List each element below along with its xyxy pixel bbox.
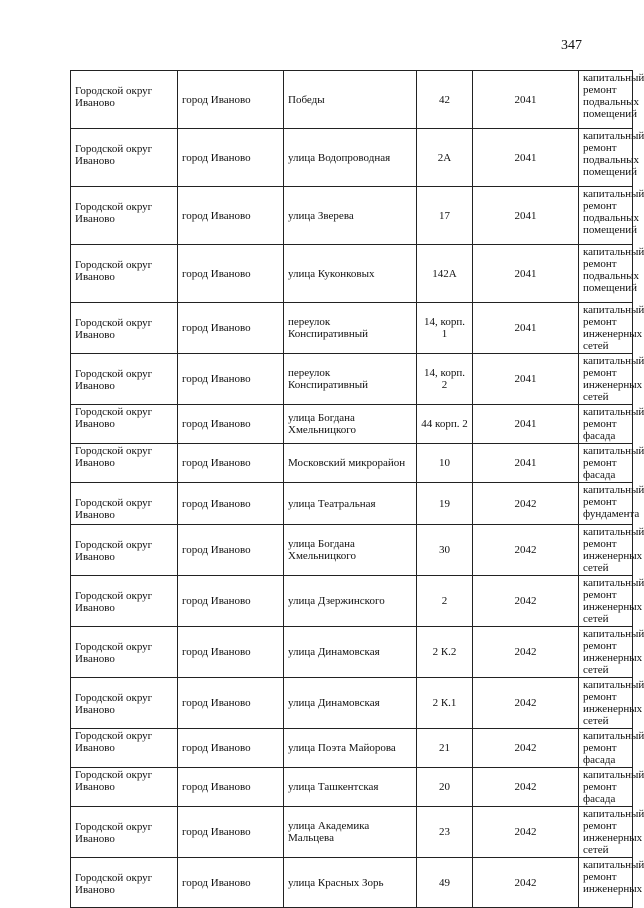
district-cell: Городской округ Иваново — [71, 303, 178, 354]
year-cell: 2041 — [473, 129, 579, 187]
repair-schedule-table — [70, 70, 644, 908]
city-cell: город Иваново — [178, 525, 284, 576]
table-row — [71, 729, 633, 768]
work-type-cell: капитальный ремонт инженерных сетей — [579, 303, 633, 354]
house-number-cell: 10 — [417, 444, 473, 483]
district-cell: Городской округ Иваново — [71, 768, 178, 807]
district-cell: Городской округ Иваново — [71, 678, 178, 729]
work-type-cell: капитальный ремонт подвальных помещений — [579, 245, 633, 303]
house-number-cell: 49 — [417, 858, 473, 908]
table-row — [71, 627, 633, 678]
street-cell: Победы — [284, 71, 417, 129]
district-cell: Городской округ Иваново — [71, 858, 178, 908]
district-cell: Городской округ Иваново — [71, 576, 178, 627]
work-type-cell: капитальный ремонт подвальных помещений — [579, 129, 633, 187]
city-cell: город Иваново — [178, 483, 284, 525]
city-cell: город Иваново — [178, 768, 284, 807]
work-type-cell: капитальный ремонт инженерных сетей — [579, 525, 633, 576]
page-number: 347 — [561, 38, 582, 53]
work-type-cell: капитальный ремонт инженерных сетей — [579, 807, 633, 858]
work-type-cell: капитальный ремонт фасада — [579, 405, 633, 444]
district-cell: Городской округ Иваново — [71, 129, 178, 187]
year-cell: 2042 — [473, 483, 579, 525]
work-type-cell: капитальный ремонт фундамента — [579, 483, 633, 525]
street-cell: улица Дзержинского — [284, 576, 417, 627]
house-number-cell: 19 — [417, 483, 473, 525]
street-cell: улица Поэта Майорова — [284, 729, 417, 768]
district-cell: Городской округ Иваново — [71, 71, 178, 129]
work-type-cell: капитальный ремонт фасада — [579, 729, 633, 768]
city-cell: город Иваново — [178, 129, 284, 187]
work-type-cell: капитальный ремонт инженерных сетей — [579, 576, 633, 627]
table-row — [71, 129, 633, 187]
house-number-cell: 20 — [417, 768, 473, 807]
city-cell: город Иваново — [178, 245, 284, 303]
city-cell: город Иваново — [178, 187, 284, 245]
street-cell: улица Театральная — [284, 483, 417, 525]
work-type-cell: капитальный ремонт фасада — [579, 768, 633, 807]
year-cell: 2042 — [473, 576, 579, 627]
house-number-cell: 14, корп. 2 — [417, 354, 473, 405]
city-cell: город Иваново — [178, 71, 284, 129]
table-row — [71, 678, 633, 729]
work-type-cell: капитальный ремонт инженерных — [579, 858, 633, 908]
district-cell: Городской округ Иваново — [71, 245, 178, 303]
district-cell: Городской округ Иваново — [71, 483, 178, 525]
street-cell: улица Динамовская — [284, 627, 417, 678]
street-cell: улица Красных Зорь — [284, 858, 417, 908]
house-number-cell: 2 — [417, 576, 473, 627]
table-row — [71, 303, 633, 354]
street-cell: улица Водопроводная — [284, 129, 417, 187]
city-cell: город Иваново — [178, 678, 284, 729]
house-number-cell: 17 — [417, 187, 473, 245]
city-cell: город Иваново — [178, 405, 284, 444]
year-cell: 2042 — [473, 858, 579, 908]
year-cell: 2042 — [473, 768, 579, 807]
year-cell: 2042 — [473, 729, 579, 768]
city-cell: город Иваново — [178, 444, 284, 483]
street-cell: улица Богдана Хмельницкого — [284, 405, 417, 444]
city-cell: город Иваново — [178, 576, 284, 627]
city-cell: город Иваново — [178, 807, 284, 858]
house-number-cell: 2 К.2 — [417, 627, 473, 678]
street-cell: Московский микрорайон — [284, 444, 417, 483]
work-type-cell: капитальный ремонт инженерных сетей — [579, 627, 633, 678]
house-number-cell: 42 — [417, 71, 473, 129]
street-cell: улица Динамовская — [284, 678, 417, 729]
year-cell: 2042 — [473, 627, 579, 678]
table-row — [71, 444, 633, 483]
year-cell: 2042 — [473, 807, 579, 858]
year-cell: 2041 — [473, 71, 579, 129]
district-cell: Городской округ Иваново — [71, 525, 178, 576]
district-cell: Городской округ Иваново — [71, 187, 178, 245]
street-cell: улица Академика Мальцева — [284, 807, 417, 858]
year-cell: 2041 — [473, 187, 579, 245]
table-row — [71, 858, 633, 908]
street-cell: улица Куконковых — [284, 245, 417, 303]
table-body — [71, 71, 644, 908]
table-row — [71, 483, 633, 525]
house-number-cell: 21 — [417, 729, 473, 768]
table-row — [71, 405, 633, 444]
house-number-cell: 142А — [417, 245, 473, 303]
table-row — [71, 187, 633, 245]
work-type-cell: капитальный ремонт подвальных помещений — [579, 187, 633, 245]
house-number-cell: 30 — [417, 525, 473, 576]
city-cell: город Иваново — [178, 858, 284, 908]
city-cell: город Иваново — [178, 303, 284, 354]
year-cell: 2041 — [473, 354, 579, 405]
district-cell: Городской округ Иваново — [71, 807, 178, 858]
street-cell: улица Зверева — [284, 187, 417, 245]
house-number-cell: 2А — [417, 129, 473, 187]
year-cell: 2041 — [473, 303, 579, 354]
table-row — [71, 525, 633, 576]
house-number-cell: 44 корп. 2 — [417, 405, 473, 444]
table-row — [71, 71, 633, 129]
table-row — [71, 245, 633, 303]
house-number-cell: 14, корп. 1 — [417, 303, 473, 354]
year-cell: 2041 — [473, 245, 579, 303]
street-cell: улица Ташкентская — [284, 768, 417, 807]
work-type-cell: капитальный ремонт инженерных сетей — [579, 354, 633, 405]
year-cell: 2042 — [473, 678, 579, 729]
city-cell: город Иваново — [178, 729, 284, 768]
city-cell: город Иваново — [178, 354, 284, 405]
work-type-cell: капитальный ремонт фасада — [579, 444, 633, 483]
district-cell: Городской округ Иваново — [71, 405, 178, 444]
year-cell: 2041 — [473, 444, 579, 483]
table-row — [71, 354, 633, 405]
repair-schedule-table-wrap — [70, 70, 644, 908]
street-cell: улица Богдана Хмельницкого — [284, 525, 417, 576]
house-number-cell: 2 К.1 — [417, 678, 473, 729]
street-cell: переулок Конспиративный — [284, 354, 417, 405]
district-cell: Городской округ Иваново — [71, 444, 178, 483]
table-row — [71, 807, 633, 858]
table-row — [71, 576, 633, 627]
table-row — [71, 768, 633, 807]
city-cell: город Иваново — [178, 627, 284, 678]
year-cell: 2042 — [473, 525, 579, 576]
work-type-cell: капитальный ремонт подвальных помещений — [579, 71, 633, 129]
district-cell: Городской округ Иваново — [71, 729, 178, 768]
street-cell: переулок Конспиративный — [284, 303, 417, 354]
house-number-cell: 23 — [417, 807, 473, 858]
year-cell: 2041 — [473, 405, 579, 444]
district-cell: Городской округ Иваново — [71, 354, 178, 405]
work-type-cell: капитальный ремонт инженерных сетей — [579, 678, 633, 729]
district-cell: Городской округ Иваново — [71, 627, 178, 678]
